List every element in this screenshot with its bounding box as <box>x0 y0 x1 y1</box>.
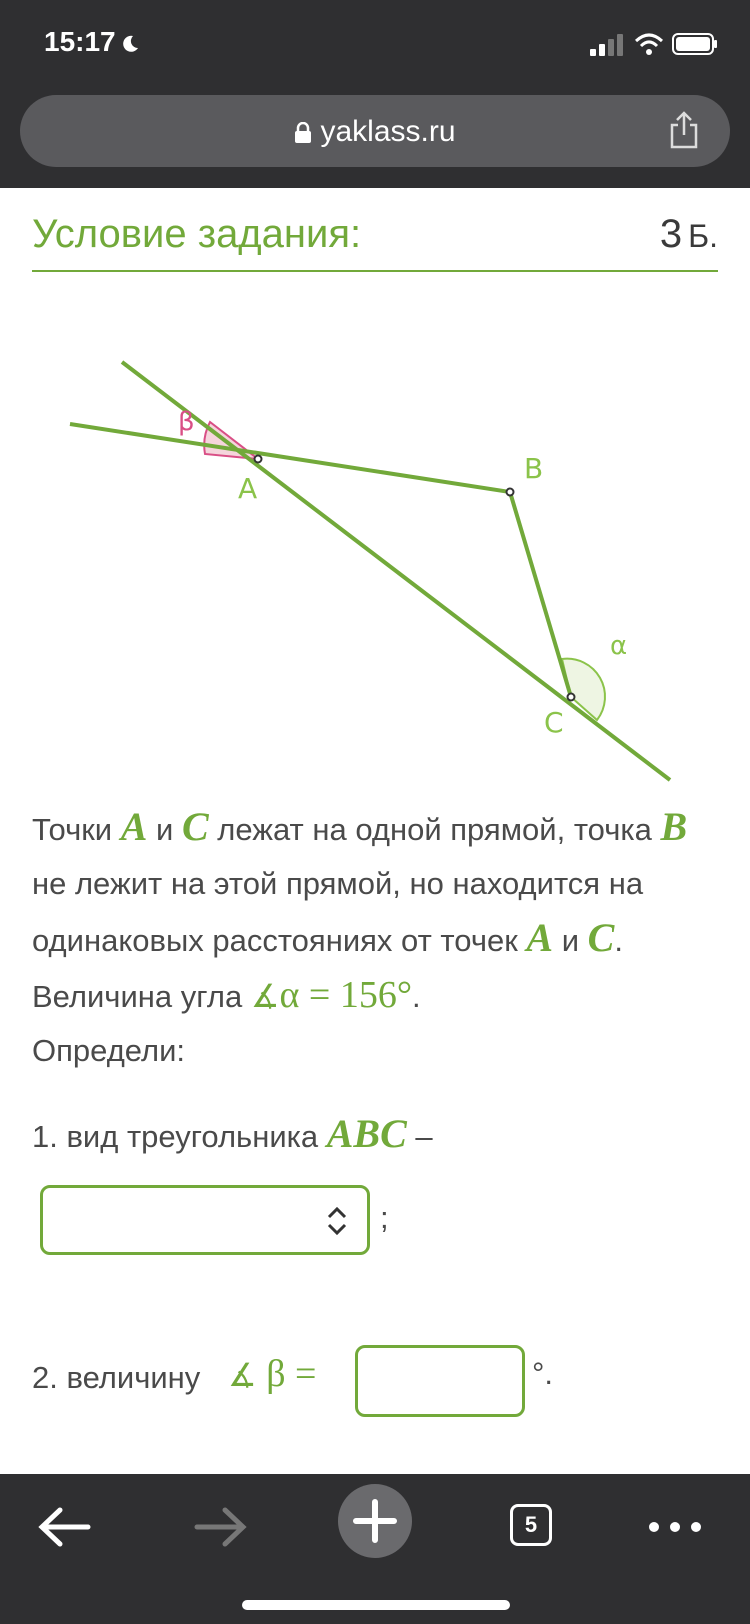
label-A: A <box>238 472 258 505</box>
battery-icon <box>672 33 718 55</box>
url-text: yaklass.ru <box>320 115 456 148</box>
back-arrow-icon[interactable] <box>30 1492 100 1562</box>
chevron-up-down-icon <box>325 1206 349 1236</box>
plus-icon <box>338 1484 412 1558</box>
semicolon: ; <box>380 1200 389 1235</box>
task-title: Условие задания: <box>32 212 362 256</box>
wifi-icon <box>634 32 664 56</box>
question-2: 2. величину <box>32 1360 201 1395</box>
beta-answer-input[interactable] <box>355 1345 525 1417</box>
address-bar[interactable] <box>20 95 730 167</box>
label-beta: β <box>178 407 195 437</box>
lock-icon <box>294 122 312 144</box>
point-A <box>255 456 262 463</box>
task-points: 3 Б. <box>659 212 718 256</box>
line-through-A-C <box>122 362 670 780</box>
question-1: 1. вид треугольника ABC – <box>32 1111 433 1156</box>
moon-icon <box>120 34 140 54</box>
label-B: B <box>524 452 544 485</box>
point-B <box>507 489 514 496</box>
tabs-button[interactable] <box>500 1492 570 1562</box>
line-through-A-B <box>70 424 510 492</box>
instruction: Определи: <box>32 1033 186 1068</box>
browser-top-bar <box>0 0 750 188</box>
beta-expression: ∡ β = <box>228 1353 317 1395</box>
label-C: C <box>544 706 564 739</box>
tab-count: 5 <box>510 1504 552 1546</box>
more-icon[interactable] <box>640 1492 710 1562</box>
task-header <box>32 210 718 272</box>
share-icon[interactable] <box>668 111 700 149</box>
label-alpha: α <box>610 631 628 661</box>
status-time: 15:17 <box>44 26 116 57</box>
point-C <box>568 694 575 701</box>
home-indicator <box>242 1600 510 1610</box>
cellular-signal-icon <box>590 34 626 56</box>
triangle-type-select[interactable] <box>40 1185 370 1255</box>
alpha-value: α = 156° <box>279 974 413 1016</box>
new-tab-button[interactable] <box>338 1484 412 1558</box>
angle-symbol: ∡ <box>250 977 280 1015</box>
problem-statement: Точки A и C лежат на одной прямой, точка B не лежит на этой прямой, но находится на одинаковых расстояниях от точек A и C. Величина угла ∡α = 156°. Определи: <box>32 804 688 1068</box>
forward-arrow-icon[interactable] <box>185 1492 255 1562</box>
degree-sign: °. <box>532 1356 554 1391</box>
geometry-figure <box>0 320 750 790</box>
